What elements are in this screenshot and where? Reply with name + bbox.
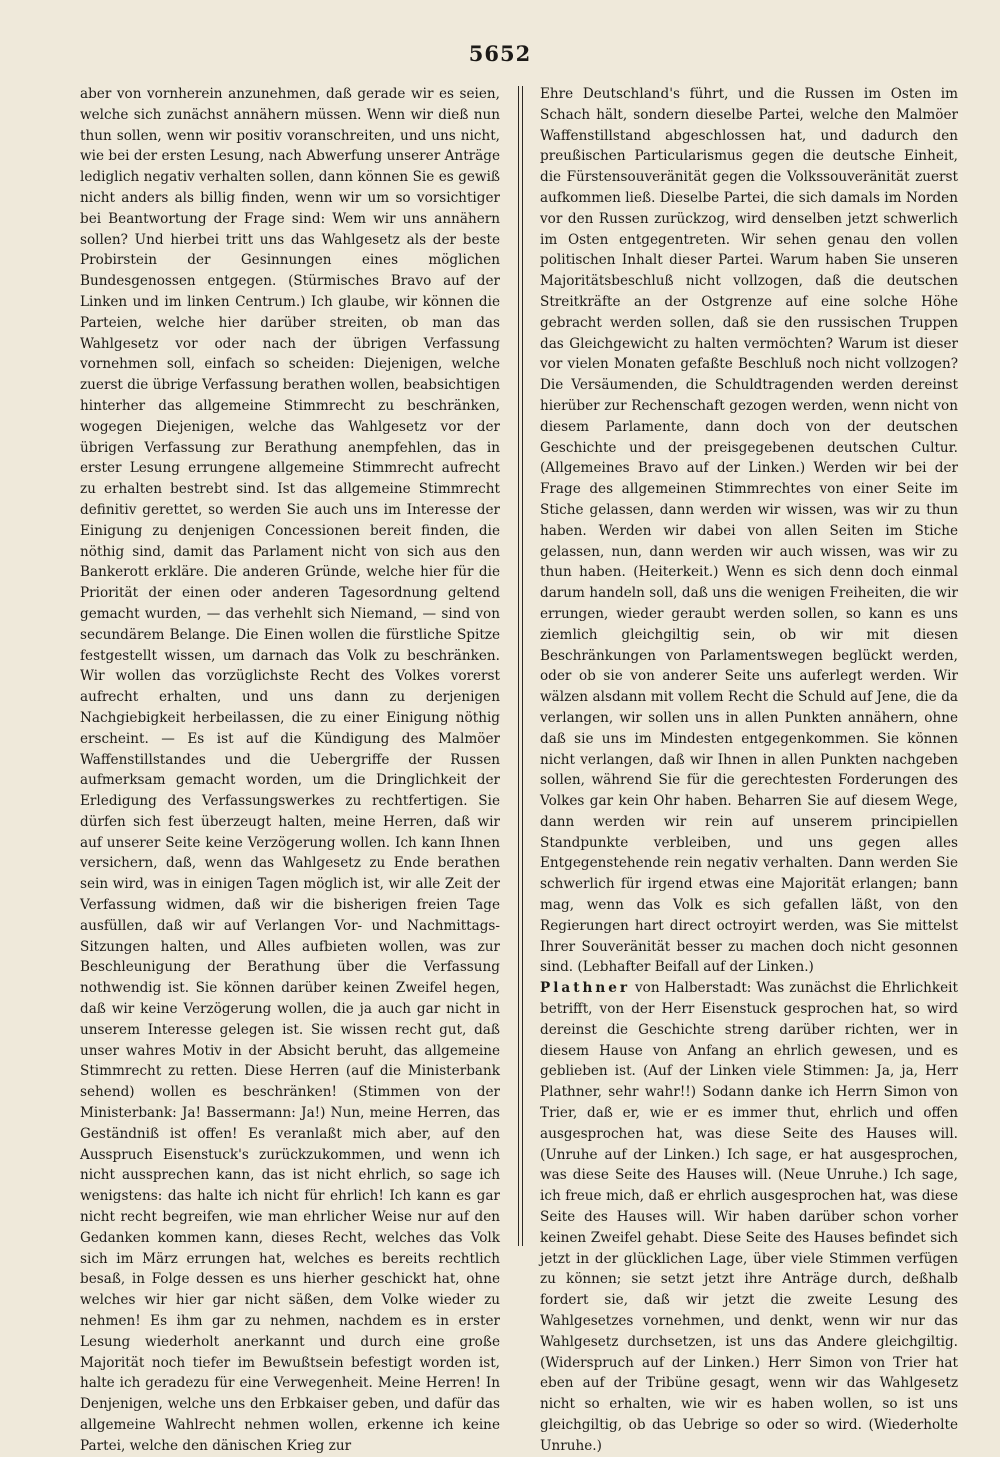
speaker-name: Plathner bbox=[540, 980, 631, 997]
column-divider bbox=[518, 86, 519, 1246]
page-number: 5652 bbox=[468, 41, 532, 66]
speech-text: von Halberstadt: Was zunächst die Ehrlichkeit betrifft, von der Herr Eisenstuck gesprochen hat, so wird dereinst die Geschichte streng darüber richten, wer in diesem Hause von Anfang an ehrlich gewesen, und es geblieben ist. (Auf der Linken viele Stimmen: Ja, ja, Herr Plathner, sehr wahr!!) Sodann danke ich Herrn Simon von Trier, daß er, wie er es immer thut, ehrlich und offen ausgesprochen hat, was diese Seite des Hauses will. (Unruhe auf der Linken.) Ich sage, er hat ausgesprochen, was diese Seite des Hauses will. (Neue Unruhe.) Ich sage, ich freue mich, daß er ehrlich ausgesprochen hat, was diese Seite des Hauses will. Wir haben darüber schon vorher keinen Zweifel gehabt. Diese Seite des Hauses befindet sich jetzt in der glücklichen Lage, über viele Stimmen verfügen zu können; sie setzt jetzt ihre Anträge durch, deßhalb fordert sie, daß wir jetzt die zweite Lesung des Wahlgesetzes vornehmen, und denkt, wenn wir nur das Wahlgesetz durchsetzen, ist uns das Andere gleichgiltig. (Widerspruch auf der Linken.) Herr Simon von Trier hat eben auf der Tribüne gesagt, wenn wir das Wahlgesetz nicht so erhalten, wie wir es haben wollen, so ist uns gleichgiltig, ob das Uebrige so oder so wird. (Wiederholte Unruhe.) bbox=[540, 980, 958, 1454]
right-column bbox=[540, 84, 958, 1454]
column-divider-inner bbox=[522, 86, 523, 1246]
right-column-text: Ehre Deutschland's führt, und die Russen im Osten im Schach hält, sondern dieselbe Partei, welche den Malmöer Waffenstillstand abgeschlossen hat, und dadurch den preußischen Particularismus gegen die deutsche Einheit, die Fürstensouveränität gegen die Volkssouveränität zuerst aufkommen ließ. Dieselbe Partei, die sich damals im Norden vor den Russen zurückzog, wird denselben jetzt schwerlich im Osten entgegentreten. Wir sehen genau den vollen politischen Inhalt dieser Partei. Warum haben Sie unseren Majoritätsbeschluß nicht vollzogen, daß die deutschen Streitkräfte an der Ostgrenze auf eine solche Höhe gebracht werden sollen, daß sie den russischen Truppen das Gleichgewicht zu halten vermöchten? Warum ist dieser vor vielen Monaten gefaßte Beschluß noch nicht vollzogen? Die Versäumenden, die Schuldtragenden werden dereinst hierüber zur Rechenschaft gezogen werden, wenn nicht von diesem Parlamente, dann doch von der deutschen Geschichte und der preisgegebenen deutschen Cultur. (Allgemeines Bravo auf der Linken.) Werden wir bei der Frage des allgemeinen Stimmrechtes von einer Seite im Stiche gelassen, dann werden wir wissen, was wir zu thun haben. Werden wir dabei von allen Seiten im Stiche gelassen, nun, dann werden wir auch wissen, was wir zu thun haben. (Heiterkeit.) Wenn es sich denn doch einmal darum handeln soll, daß uns die wenigen Freiheiten, die wir errungen, wieder geraubt werden sollen, so kann es uns ziemlich gleichgiltig sein, ob wir mit diesen Beschränkungen von Parlamentswegen beglückt werden, oder ob sie von anderer Seite uns auferlegt werden. Wir wälzen alsdann mit vollem Recht die Schuld auf Jene, die da verlangen, wir sollen uns in allen Punkten annähern, ohne daß sie uns im Mindesten entgegenkommen. Sie können nicht verlangen, daß wir Ihnen in allen Punkten nachgeben sollen, während Sie für die gerechtesten Forderungen des Volkes gar kein Ohr haben. Beharren Sie auf diesem Wege, dann werden wir rein auf unserem principiellen Standpunkte verbleiben, und uns gegen alles Entgegenstehende rein negativ verhalten. Dann werden Sie schwerlich für irgend etwas eine Majorität erlangen; bann mag, wenn das Volk es sich gefallen läßt, von den Regierungen hart direct octroyirt werden, was Sie mittelst Ihrer Souveränität besser zu machen doch nicht gesonnen sind. (Lebhafter Beifall auf der Linken.) bbox=[540, 86, 958, 976]
left-column-text: aber von vornherein anzunehmen, daß gerade wir es seien, welche sich zunächst annähern müssen. Wenn wir dieß nun thun sollen, wenn wir positiv voranschreiten, und uns nicht, wie bei der ersten Lesung, nach Abwerfung unserer Anträge lediglich negativ verhalten sollen, dann können Sie es gewiß nicht anders als billig finden, wenn wir um so vorsichtiger bei Beantwortung der Frage sind: Wem wir uns annähern sollen? Und hierbei tritt uns das Wahlgesetz als der beste Probirstein der Gesinnungen eines möglichen Bundesgenossen entgegen. (Stürmisches Bravo auf der Linken und im linken Centrum.) Ich glaube, wir können die Parteien, welche hier darüber streiten, ob man das Wahlgesetz vor oder nach der übrigen Verfassung vornehmen soll, einfach so scheiden: Diejenigen, welche zuerst die übrige Verfassung berathen wollen, beabsichtigen hinterher das allgemeine Stimmrecht zu beschränken, wogegen Diejenigen, welche das Wahlgesetz vor der übrigen Verfassung zur Berathung anempfehlen, das in erster Lesung errungene allgemeine Stimmrecht aufrecht zu erhalten bestrebt sind. Ist das allgemeine Stimmrecht definitiv gerettet, so werden Sie auch uns im Interesse der Einigung zu denjenigen Concessionen bereit finden, die nöthig sind, damit das Parlament nicht von sich aus den Bankerott erkläre. Die anderen Gründe, welche hier für die Priorität der einen oder anderen Tagesordnung geltend gemacht wurden, — das verhehlt sich Niemand, — sind von secundärem Belange. Die Einen wollen die fürstliche Spitze festgestellt wissen, um darnach das Volk zu beschränken. Wir wollen das vorzüglichste Recht des Volkes vorerst aufrecht erhalten, und uns dann zu derjenigen Nachgiebigkeit herbeilassen, die zu einer Einigung nöthig erscheint. — Es ist auf die Kündigung des Malmöer Waffenstillstandes und die Uebergriffe der Russen aufmerksam gemacht worden, um die Dringlichkeit der Erledigung des Verfassungswerkes zu rechtfertigen. Sie dürfen sich fest überzeugt halten, meine Herren, daß wir auf unserer Seite keine Verzögerung wollen. Ich kann Ihnen versichern, daß, wenn das Wahlgesetz zu Ende berathen sein wird, was in einigen Tagen möglich ist, wir alle Zeit der Verfassung widmen, daß wir die bisherigen freien Tage ausfüllen, daß wir auf Verlangen Vor- und Nachmittags-Sitzungen halten, und Alles aufbieten wollen, was zur Beschleunigung der Berathung über die Verfassung nothwendig ist. Sie können darüber keinen Zweifel hegen, daß wir keine Verzögerung wollen, die ja auch gar nicht in unserem Interesse gelegen ist. Sie wissen recht gut, daß unser wahres Motiv in der Absicht beruht, das allgemeine Stimmrecht zu retten. Diese Herren (auf die Ministerbank sehend) wollen es beschränken! (Stimmen von der Ministerbank: Ja! Bassermann: Ja!) Nun, meine Herren, das Geständniß ist offen! Es veranlaßt mich aber, auf den Ausspruch Eisenstuck's zurückzukommen, und wenn ich nicht aussprechen kann, das ist nicht ehrlich, so sage ich wenigstens: das halte ich nicht für ehrlich! Ich kann es gar nicht recht begreifen, wie man ehrlicher Weise nur auf den Gedanken kommen kann, dieses Recht, welches das Volk sich im März errungen hat, welches es bereits rechtlich besaß, in Folge dessen es uns hierher geschickt hat, ohne welches wir hier gar nicht säßen, dem Volke wieder zu nehmen! Es ihm gar zu nehmen, nachdem es in erster Lesung wiederholt anerkannt und durch eine große Majorität noch tiefer im Bewußtsein befestigt worden ist, halte ich geradezu für eine Verwegenheit. Meine Herren! In Denjenigen, welche uns den Erbkaiser geben, und dafür das allgemeine Wahlrecht nehmen wollen, erkenne ich keine Partei, welche den dänischen Krieg zur bbox=[80, 86, 500, 1454]
speech-paragraph bbox=[540, 978, 958, 1456]
left-column bbox=[80, 84, 500, 1454]
